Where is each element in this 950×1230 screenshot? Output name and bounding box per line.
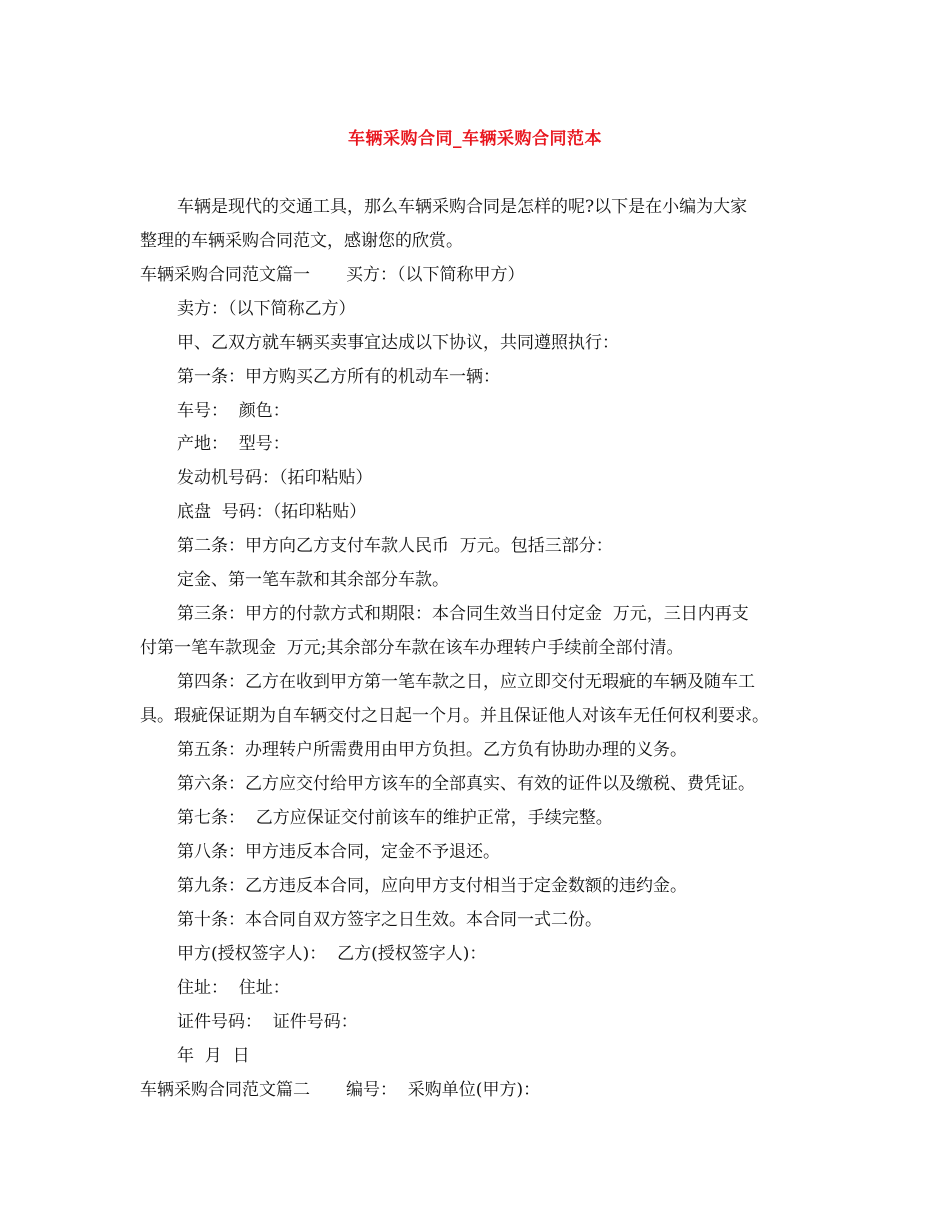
paragraph-line: 第五条：办理转户所需费用由甲方负担。乙方负有协助办理的义务。 (177, 740, 687, 760)
paragraph-line: 整理的车辆采购合同范文，感谢您的欣赏。 (140, 231, 463, 251)
document-title: 车辆采购合同_车辆采购合同范本 (348, 129, 602, 149)
address-line: 住址： 住址： (177, 978, 290, 998)
paragraph-line: 定金、第一笔车款和其余部分车款。 (177, 570, 449, 590)
paragraph-line: 第十条：本合同自双方签字之日生效。本合同一式二份。 (177, 910, 602, 930)
paragraph-line: 发动机号码：（拓印粘贴） (177, 468, 373, 488)
paragraph-line: 甲、乙双方就车辆买卖事宜达成以下协议，共同遵照执行： (177, 333, 619, 353)
section-heading: 车辆采购合同范文篇一 (140, 265, 310, 285)
paragraph-line: 卖方：（以下简称乙方） (177, 299, 356, 319)
paragraph-line: 第七条： 乙方应保证交付前该车的维护正常，手续完整。 (177, 808, 613, 828)
contract-number-line: 编号： 采购单位(甲方)： (346, 1080, 541, 1100)
buyer-line: 买方：（以下简称甲方） (346, 265, 525, 285)
paragraph-line: 具。瑕疵保证期为自车辆交付之日起一个月。并且保证他人对该车无任何权利要求。 (140, 706, 769, 726)
section-heading: 车辆采购合同范文篇二 (140, 1080, 310, 1100)
paragraph-line: 第六条：乙方应交付给甲方该车的全部真实、有效的证件以及缴税、费凭证。 (177, 774, 755, 794)
paragraph-line: 第四条：乙方在收到甲方第一笔车款之日，应立即交付无瑕疵的车辆及随车工 (177, 672, 755, 692)
id-number-line: 证件号码： 证件号码： (177, 1012, 358, 1032)
paragraph-line: 底盘 号码：（拓印粘贴） (177, 502, 367, 522)
section-line (140, 264, 525, 286)
paragraph-line: 第八条：甲方违反本合同，定金不予退还。 (177, 842, 500, 862)
paragraph-line: 第九条：乙方违反本合同，应向甲方支付相当于定金数额的违约金。 (177, 876, 687, 896)
paragraph-line: 产地： 型号： (177, 434, 290, 454)
paragraph-line: 第一条：甲方购买乙方所有的机动车一辆： (177, 367, 500, 387)
paragraph-line: 付第一笔车款现金 万元;其余部分车款在该车办理转户手续前全部付清。 (140, 638, 684, 658)
paragraph-line: 第二条：甲方向乙方支付车款人民币 万元。包括三部分： (177, 536, 613, 556)
signature-line: 甲方(授权签字人)： 乙方(授权签字人)： (177, 944, 487, 964)
paragraph-line: 车号： 颜色： (177, 401, 290, 421)
paragraph-line: 第三条：甲方的付款方式和期限：本合同生效当日付定金 万元，三日内再支 (177, 604, 749, 624)
paragraph-line: 车辆是现代的交通工具，那么车辆采购合同是怎样的呢?以下是在小编为大家 (177, 197, 748, 217)
date-line: 年 月 日 (177, 1046, 250, 1066)
section-line (140, 1079, 540, 1101)
